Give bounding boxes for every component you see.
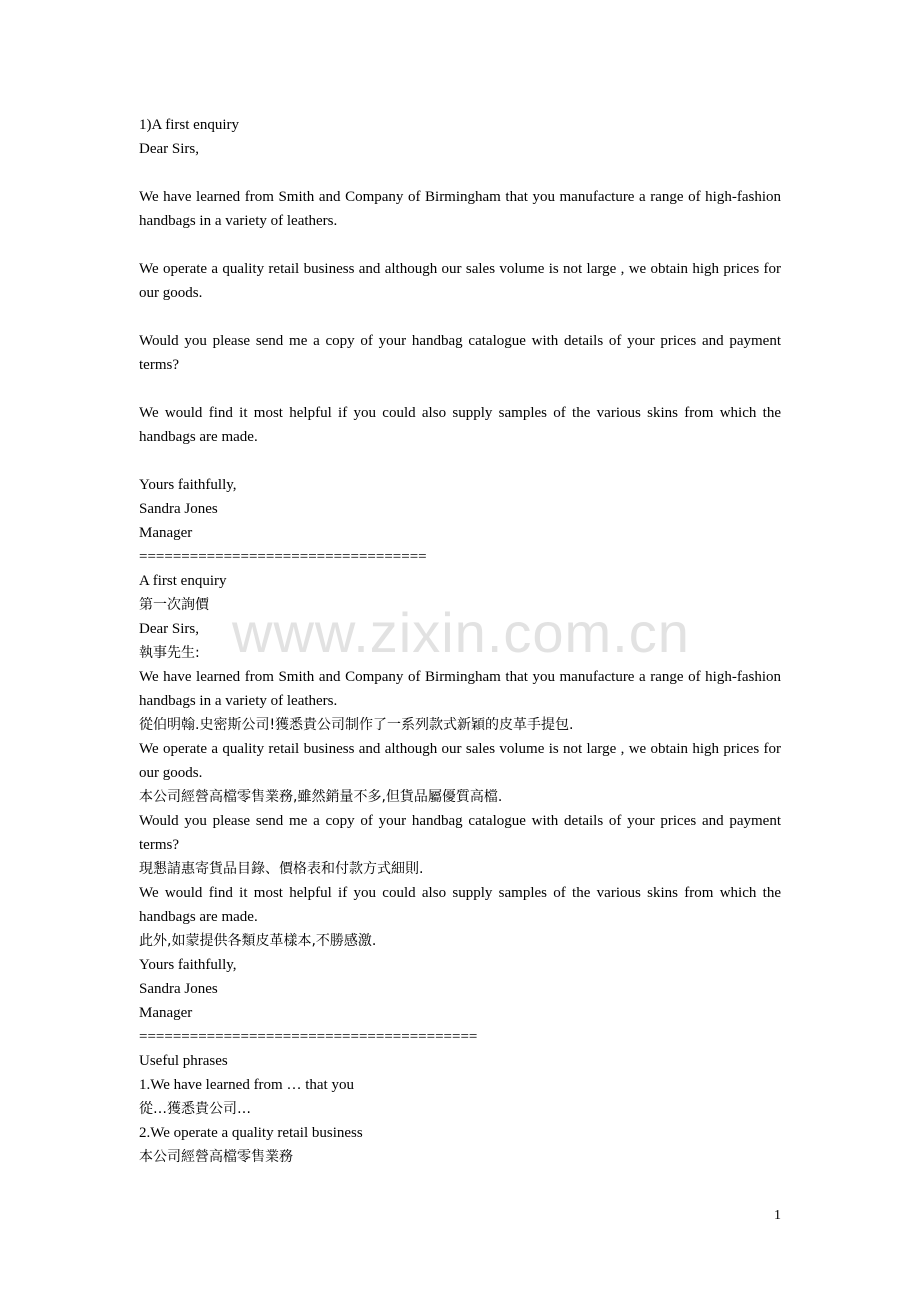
phrase-1-en: 1.We have learned from … that you: [139, 1077, 354, 1093]
separator-line: ========================================: [139, 1029, 478, 1045]
letter2-paragraph-2-zh: 本公司經營高檔零售業務,雖然銷量不多,但貨品屬優質高檔.: [139, 789, 503, 805]
letter1-paragraph-2: We operate a quality retail business and although our sales volume is not large , we obtain high prices for our goods.: [139, 261, 781, 301]
letter2-paragraph-3-en: Would you please send me a copy of your handbag catalogue with details of your prices and payment terms?: [139, 813, 781, 853]
letter1-signature-name: Sandra Jones: [139, 501, 218, 517]
blank-line: [139, 233, 781, 257]
letter2-paragraph-4-zh: 此外,如蒙提供各類皮革樣本,不勝感激.: [139, 933, 377, 949]
letter2-paragraph-2-en: We operate a quality retail business and although our sales volume is not large , we obtain high prices for our goods.: [139, 741, 781, 781]
blank-line: [139, 305, 781, 329]
separator-line: ==================================: [139, 549, 427, 565]
letter2-signature-name: Sandra Jones: [139, 981, 218, 997]
letter2-title-en: A first enquiry: [139, 573, 227, 589]
letter-english: [139, 137, 781, 545]
letter2-signature-title: Manager: [139, 1005, 193, 1021]
letter2-salutation-zh: 執事先生:: [139, 645, 200, 661]
blank-line: [139, 377, 781, 401]
letter1-paragraph-1: We have learned from Smith and Company of Birmingham that you manufacture a range of high-fashion handbags in a variety of leathers.: [139, 189, 781, 229]
document-body: [139, 113, 781, 1169]
blank-line: [139, 449, 781, 473]
phrase-2-zh: 本公司經營高檔零售業務: [139, 1149, 293, 1165]
watermark: www.zixin.com.cn: [232, 601, 690, 664]
letter2-title-zh: 第一次詢價: [139, 597, 209, 613]
phrase-2-en: 2.We operate a quality retail business: [139, 1125, 363, 1141]
letter1-paragraph-3: Would you please send me a copy of your handbag catalogue with details of your prices and payment terms?: [139, 333, 781, 373]
letter1-signature-title: Manager: [139, 525, 193, 541]
letter1-salutation: Dear Sirs,: [139, 141, 199, 157]
letter1-paragraph-4: We would find it most helpful if you could also supply samples of the various skins from which the handbags are made.: [139, 405, 781, 445]
letter2-paragraph-3-zh: 現懇請惠寄貨品目錄、價格表和付款方式細則.: [139, 861, 424, 877]
letter2-paragraph-4-en: We would find it most helpful if you could also supply samples of the various skins from which the handbags are made.: [139, 885, 781, 925]
letter-bilingual: [139, 569, 781, 1025]
letter1-closing: Yours faithfully,: [139, 477, 237, 493]
phrase-1-zh: 從…獲悉貴公司…: [139, 1101, 251, 1117]
letter2-salutation-en: Dear Sirs,: [139, 621, 199, 637]
useful-phrases: [139, 1049, 781, 1169]
phrases-heading: Useful phrases: [139, 1053, 228, 1069]
page-number: 1: [774, 1208, 781, 1223]
letter2-closing: Yours faithfully,: [139, 957, 237, 973]
blank-line: [139, 161, 781, 185]
letter2-paragraph-1-en: We have learned from Smith and Company of Birmingham that you manufacture a range of high-fashion handbags in a variety of leathers.: [139, 669, 781, 709]
section-heading: 1)A first enquiry: [139, 117, 239, 133]
letter2-paragraph-1-zh: 從伯明翰.史密斯公司!獲悉貴公司制作了一系列款式新穎的皮革手提包.: [139, 717, 574, 733]
